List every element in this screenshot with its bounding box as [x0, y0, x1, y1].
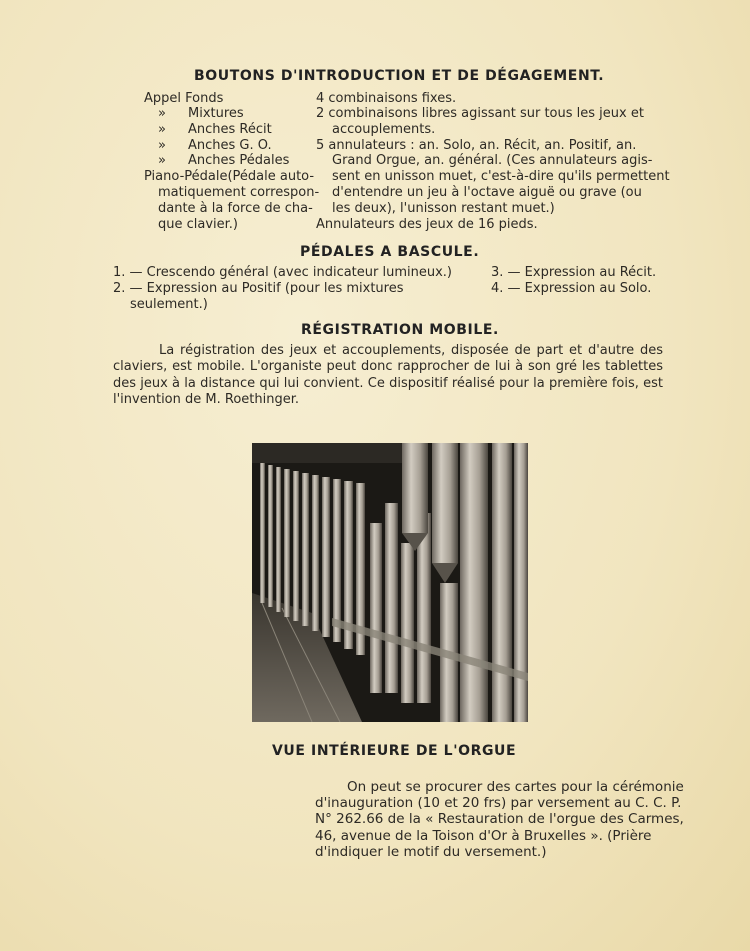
left-item: Anches G. O.	[188, 138, 272, 153]
footer-line: d'inauguration (10 et 20 frs) par versement au C. C. P.	[315, 795, 682, 811]
footer-line: d'indiquer le motif du versement.)	[315, 844, 547, 860]
left-item: matiquement correspon-	[158, 185, 320, 200]
right-item: Annulateurs des jeux de 16 pieds.	[316, 217, 538, 232]
ditto-mark: »	[158, 106, 166, 121]
pedal-item: 2. — Expression au Positif (pour les mixtures	[113, 281, 404, 296]
right-item: 5 annulateurs : an. Solo, an. Récit, an. Positif, an.	[316, 138, 637, 153]
registration-paragraph: La régistration des jeux et accouplements, disposée de part et d'autre des claviers, est mobile. L'organiste peut donc rapprocher de lui à son gré les tablettes des jeux à la distance qui lui convient. Ce dispositif réalisé pour la première fois, est l'invention de M. Roethinger.	[113, 343, 663, 408]
ditto-mark: »	[158, 138, 166, 153]
section-title-boutons: BOUTONS D'INTRODUCTION ET DE DÉGAGEMENT.	[194, 68, 605, 84]
left-item: Piano-Pédale(Pédale auto-	[144, 169, 315, 184]
right-item: sent en unisson muet, c'est-à-dire qu'ils permettent	[332, 169, 670, 184]
footer-line: 46, avenue de la Toison d'Or à Bruxelles ». (Prière	[315, 828, 652, 844]
left-item: Anches Récit	[188, 122, 272, 137]
left-item: que clavier.)	[158, 217, 239, 232]
left-item: Mixtures	[188, 106, 244, 121]
pedal-item: 3. — Expression au Récit.	[491, 265, 657, 280]
footer-line: On peut se procurer des cartes pour la cérémonie	[347, 779, 684, 795]
left-item: dante à la force de cha-	[158, 201, 313, 216]
pedal-item: 1. — Crescendo général (avec indicateur lumineux.)	[113, 265, 452, 280]
photo-caption: VUE INTÉRIEURE DE L'ORGUE	[272, 743, 517, 759]
section-title-registration: RÉGISTRATION MOBILE.	[301, 322, 499, 338]
right-item: 2 combinaisons libres agissant sur tous les jeux et	[316, 106, 644, 121]
organ-interior-photo	[252, 443, 528, 722]
footer-line: N° 262.66 de la « Restauration de l'orgue des Carmes,	[315, 811, 684, 827]
section-title-pedales: PÉDALES A BASCULE.	[300, 244, 480, 260]
pedal-item: 4. — Expression au Solo.	[491, 281, 652, 296]
organ-pipes-image	[252, 443, 528, 722]
right-item: Grand Orgue, an. général. (Ces annulateurs agis-	[332, 153, 653, 168]
left-item: Anches Pédales	[188, 153, 290, 168]
left-item: Appel Fonds	[144, 91, 224, 106]
pedal-item: seulement.)	[130, 297, 208, 312]
right-item: les deux), l'unisson restant muet.)	[332, 201, 555, 216]
right-item: 4 combinaisons fixes.	[316, 91, 457, 106]
right-item: d'entendre un jeu à l'octave aiguë ou grave (ou	[332, 185, 642, 200]
ditto-mark: »	[158, 122, 166, 137]
ditto-mark: »	[158, 153, 166, 168]
right-item: accouplements.	[332, 122, 436, 137]
